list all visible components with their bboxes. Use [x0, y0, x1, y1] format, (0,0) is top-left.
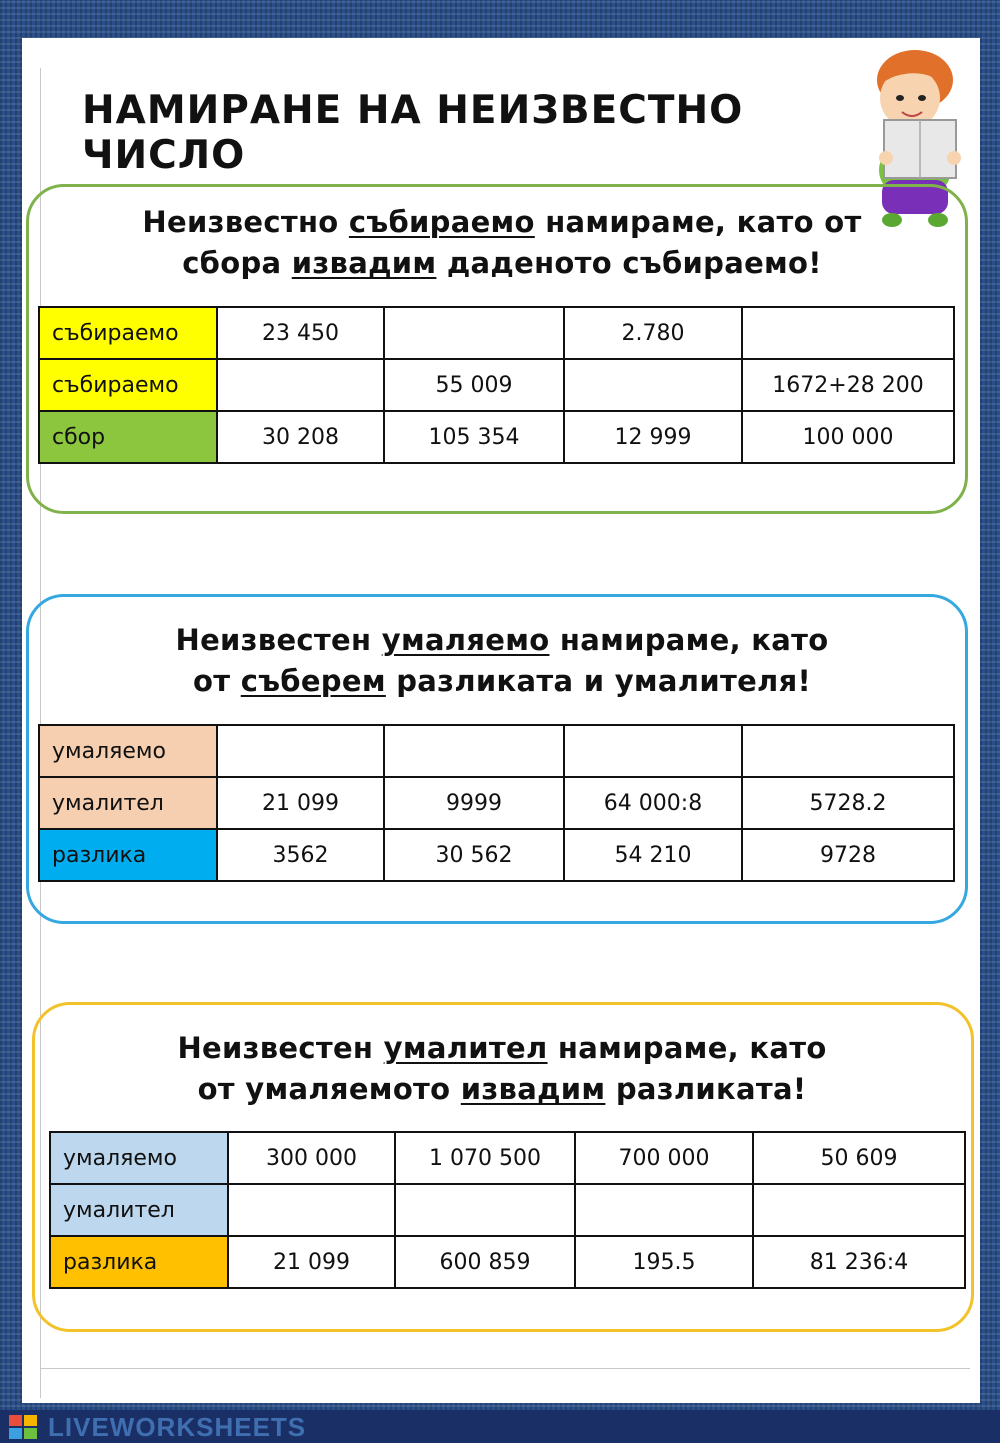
- table-cell: 700 000: [575, 1132, 753, 1184]
- page-title: НАМИРАНЕ НА НЕИЗВЕСТНО ЧИСЛО: [82, 88, 744, 178]
- table-cell: 50 609: [753, 1132, 965, 1184]
- row-label: умаляемо: [39, 725, 217, 777]
- addition-table: [38, 306, 955, 464]
- answer-cell[interactable]: [742, 725, 954, 777]
- table-cell: 9728: [742, 829, 954, 881]
- row-label: умаляемо: [50, 1132, 228, 1184]
- row-label: разлика: [39, 829, 217, 881]
- table-cell: 9999: [384, 777, 564, 829]
- table-cell: 23 450: [217, 307, 384, 359]
- row-label: умалител: [50, 1184, 228, 1236]
- table-row: [39, 777, 954, 829]
- table-row: [39, 359, 954, 411]
- table-row: [39, 829, 954, 881]
- table-cell: 195.5: [575, 1236, 753, 1288]
- answer-cell[interactable]: [564, 725, 742, 777]
- row-label: разлика: [50, 1236, 228, 1288]
- worksheet-page: [22, 38, 980, 1403]
- table-cell: 30 208: [217, 411, 384, 463]
- table-row: [39, 307, 954, 359]
- row-label: умалител: [39, 777, 217, 829]
- page-bottom-line: [40, 1368, 970, 1369]
- minuend-rule-text: Неизвестен умаляемо намираме, като от съберем разликата и умалителя!: [175, 623, 829, 698]
- table-row: [39, 411, 954, 463]
- table-cell: 12 999: [564, 411, 742, 463]
- table-cell: 300 000: [228, 1132, 395, 1184]
- table-cell: 30 562: [384, 829, 564, 881]
- table-cell: 1672+28 200: [742, 359, 954, 411]
- table-cell: 21 099: [228, 1236, 395, 1288]
- table-cell: 64 000:8: [564, 777, 742, 829]
- table-cell: 1 070 500: [395, 1132, 575, 1184]
- answer-cell[interactable]: [217, 359, 384, 411]
- answer-cell[interactable]: [395, 1184, 575, 1236]
- table-row: [39, 725, 954, 777]
- subtrahend-rule-text: Неизвестен умалител намираме, като от умаляемото извадим разликата!: [177, 1031, 827, 1106]
- table-cell: 105 354: [384, 411, 564, 463]
- answer-cell[interactable]: [228, 1184, 395, 1236]
- table-cell: 54 210: [564, 829, 742, 881]
- table-row: [50, 1184, 965, 1236]
- brand-name[interactable]: LIVEWORKSHEETS: [48, 1412, 307, 1442]
- answer-cell[interactable]: [742, 307, 954, 359]
- answer-cell[interactable]: [753, 1184, 965, 1236]
- table-cell: 81 236:4: [753, 1236, 965, 1288]
- table-cell: 21 099: [217, 777, 384, 829]
- row-label: сбор: [39, 411, 217, 463]
- answer-cell[interactable]: [384, 725, 564, 777]
- table-cell: 600 859: [395, 1236, 575, 1288]
- subtrahend-table: [49, 1131, 966, 1289]
- addition-rule-text: Неизвестно събираемо намираме, като от сбора извадим даденото събираемо!: [142, 205, 862, 280]
- table-cell: 3562: [217, 829, 384, 881]
- row-label: събираемо: [39, 359, 217, 411]
- table-cell: 2.780: [564, 307, 742, 359]
- table-cell: 100 000: [742, 411, 954, 463]
- table-cell: 5728.2: [742, 777, 954, 829]
- answer-cell[interactable]: [575, 1184, 753, 1236]
- answer-cell[interactable]: [384, 307, 564, 359]
- table-row: [50, 1236, 965, 1288]
- table-row: [50, 1132, 965, 1184]
- answer-cell[interactable]: [217, 725, 384, 777]
- liveworksheets-logo-icon: [8, 1414, 38, 1440]
- table-cell: 55 009: [384, 359, 564, 411]
- answer-cell[interactable]: [564, 359, 742, 411]
- minuend-table: [38, 724, 955, 882]
- row-label: събираемо: [39, 307, 217, 359]
